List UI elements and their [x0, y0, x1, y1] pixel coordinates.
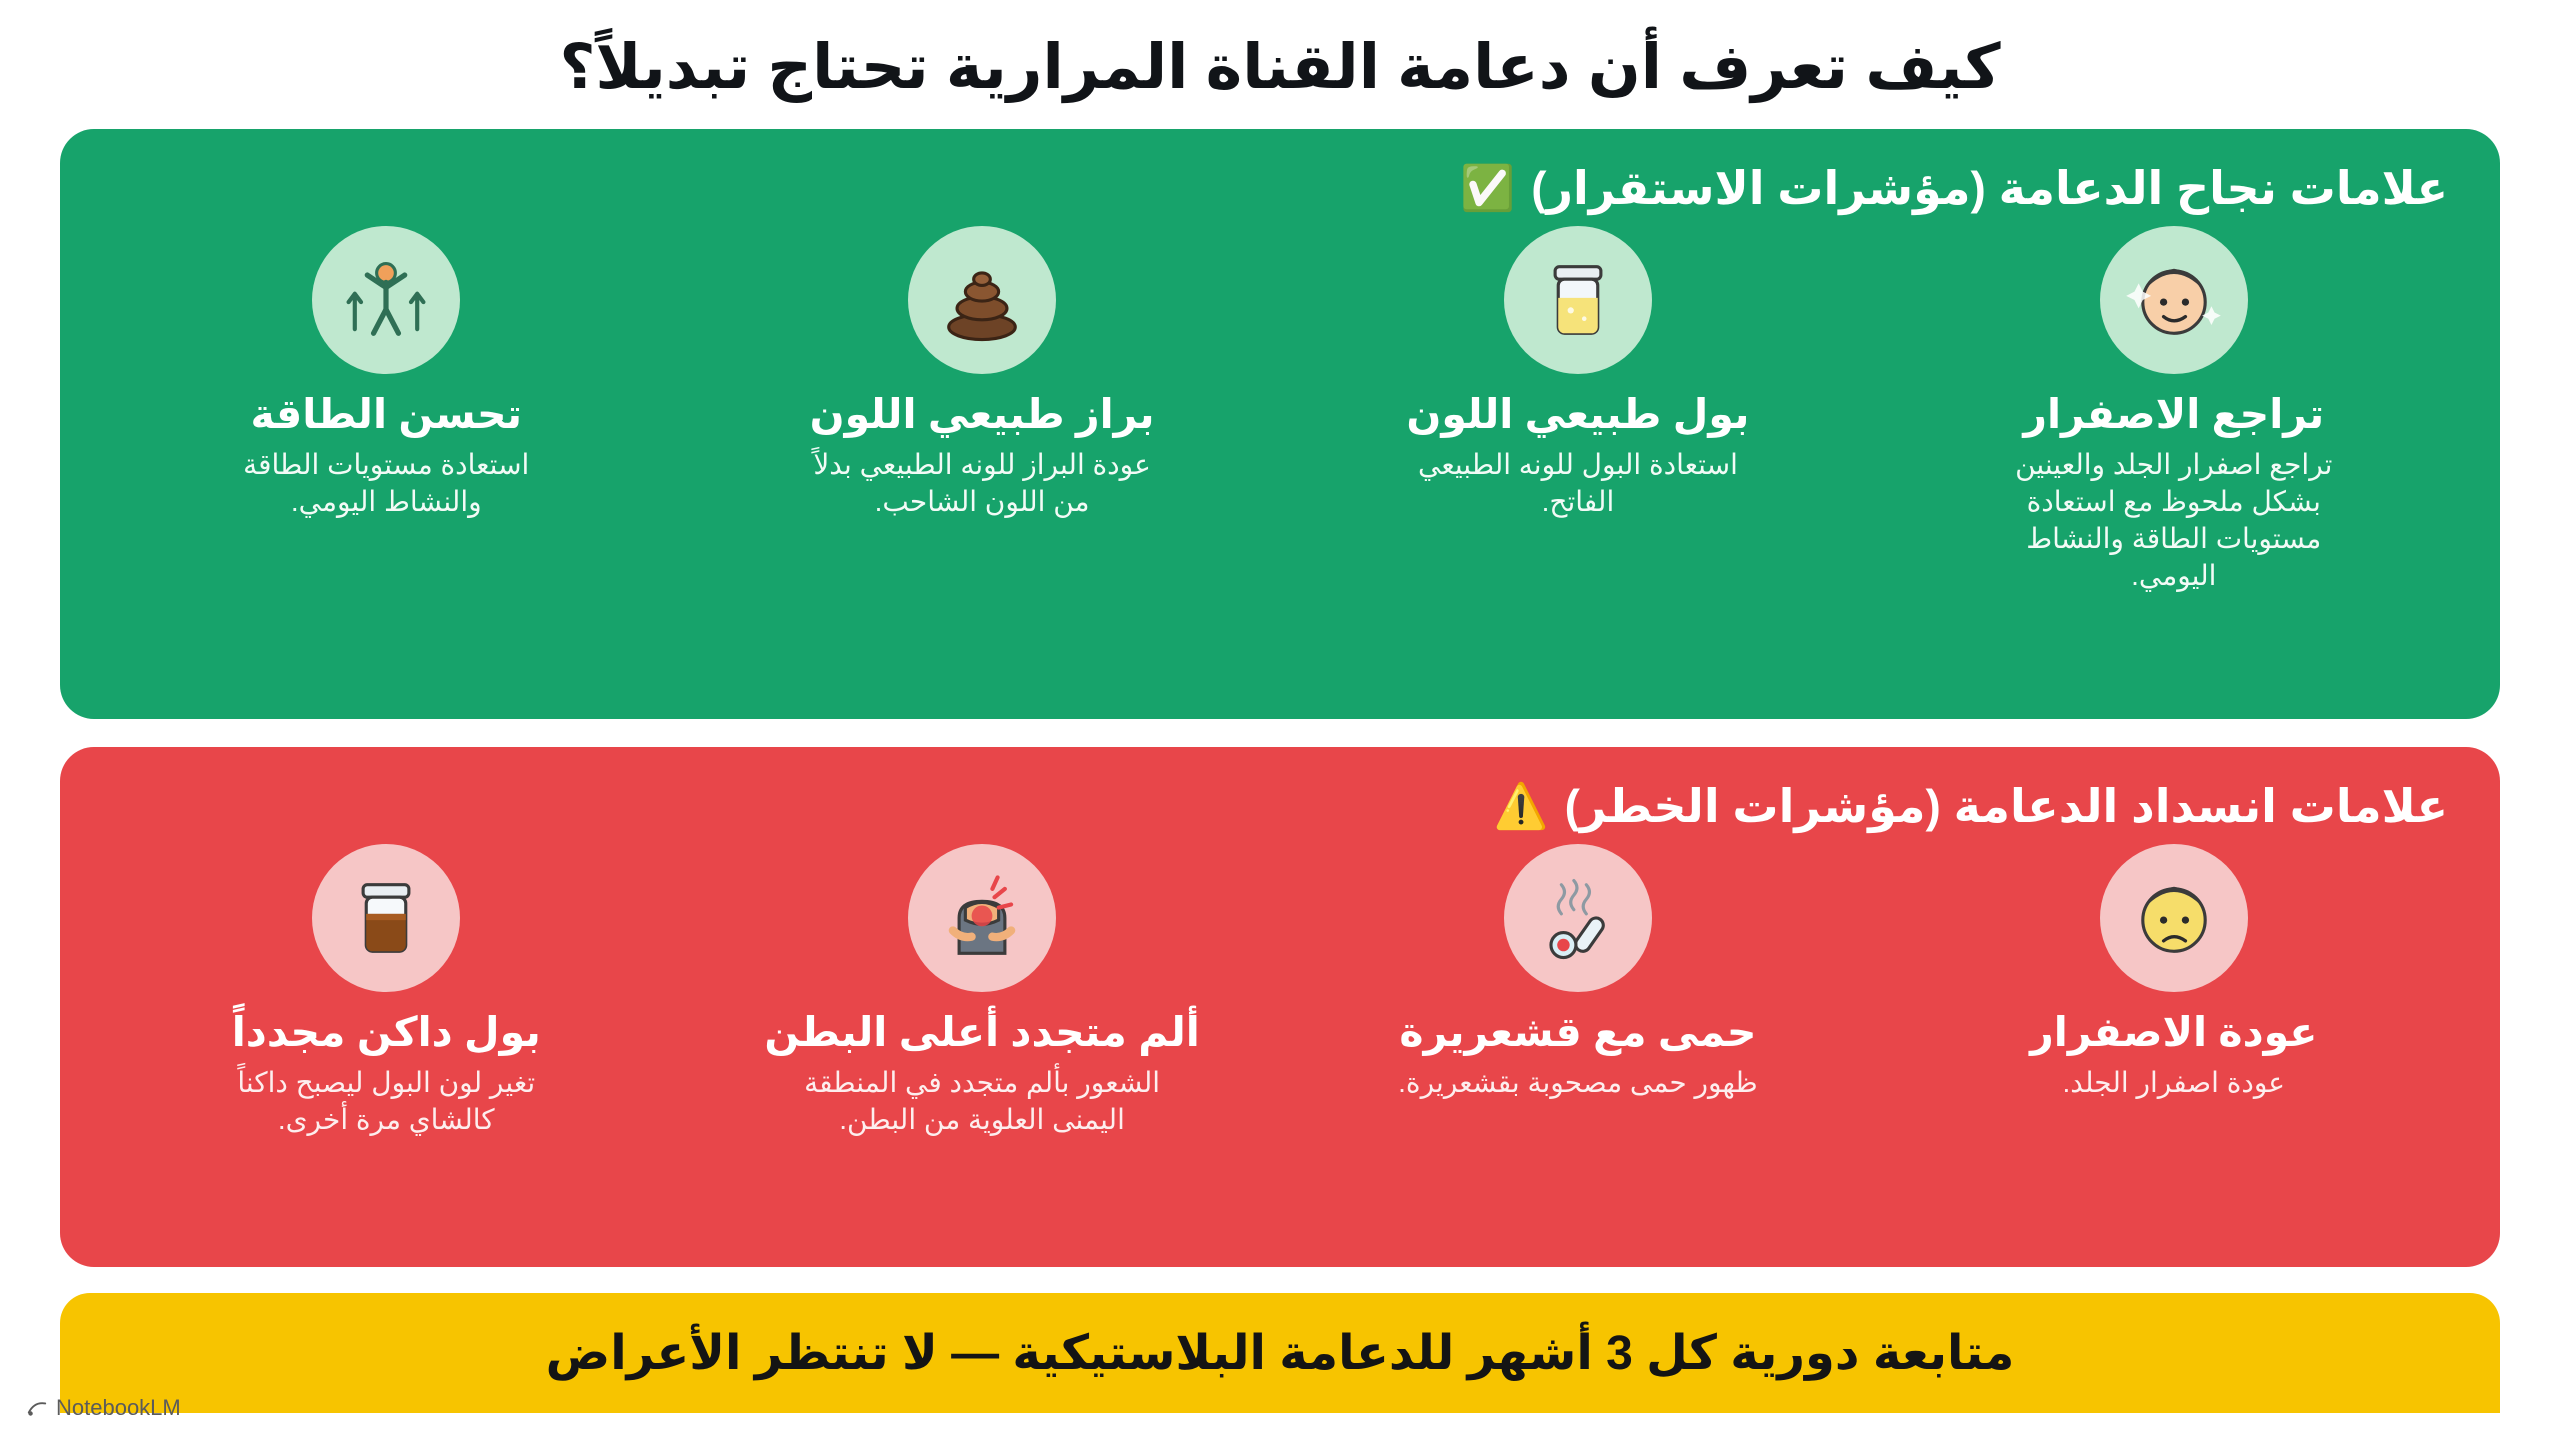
card-desc: استعادة مستويات الطاقة والنشاط اليومي. — [243, 448, 530, 517]
section-blockage-heading — [104, 779, 2448, 834]
success-cards — [104, 226, 2456, 594]
card-title: بول طبيعي اللون — [1406, 391, 1750, 438]
card-title: براز طبيعي اللون — [809, 391, 1155, 438]
card-desc: عودة اصفرار الجلد. — [2062, 1066, 2285, 1098]
check-mark-icon: ✅ — [1460, 163, 1516, 213]
card-energy-improvement — [104, 226, 668, 520]
watermark — [26, 1395, 181, 1421]
section-success-heading — [104, 161, 2448, 216]
card-desc: الشعور بألم متجدد في المنطقة اليمنى العلوية من البطن. — [804, 1066, 1161, 1135]
card-title: بول داكن مجدداً — [231, 1009, 541, 1056]
card-title: تراجع الاصفرار — [2023, 391, 2325, 438]
section-blockage-heading-text: علامات انسداد الدعامة (مؤشرات الخطر) — [1564, 780, 2448, 833]
card-title: تحسن الطاقة — [250, 391, 522, 438]
card-normal-urine — [1296, 226, 1860, 520]
page-title: كيف تعرف أن دعامة القناة المرارية تحتاج تبديلاً؟ — [559, 33, 2001, 102]
jaundice-face-recovering-icon — [2100, 226, 2248, 374]
card-jaundice-recovery — [1892, 226, 2456, 594]
card-jaundice-return — [1892, 844, 2456, 1101]
card-title: حمى مع قشعريرة — [1399, 1009, 1757, 1056]
warning-icon: ⚠️ — [1493, 781, 1549, 831]
card-title: ألم متجدد أعلى البطن — [764, 1009, 1200, 1056]
card-normal-stool — [700, 226, 1264, 520]
section-blockage — [60, 747, 2500, 1267]
section-success — [60, 129, 2500, 719]
card-abdominal-pain — [700, 844, 1264, 1138]
urine-sample-light-icon — [1504, 226, 1652, 374]
footer-text: متابعة دورية كل 3 أشهر للدعامة البلاستيكية — لا تنتظر الأعراض — [545, 1326, 2015, 1380]
card-desc: ظهور حمى مصحوبة بقشعريرة. — [1398, 1066, 1758, 1098]
card-desc: تراجع اصفرار الجلد والعينين بشكل ملحوظ مع استعادة مستويات الطاقة والنشاط اليومي. — [2015, 448, 2333, 591]
notebooklm-logo-icon — [26, 1397, 48, 1419]
blockage-cards — [104, 844, 2456, 1138]
abdominal-pain-icon — [908, 844, 1056, 992]
urine-sample-dark-icon — [312, 844, 460, 992]
footer-banner — [60, 1293, 2500, 1413]
section-success-heading-text: علامات نجاح الدعامة (مؤشرات الاستقرار) — [1531, 162, 2448, 215]
card-desc: تغير لون البول ليصبح داكناً كالشاي مرة أخرى. — [237, 1066, 536, 1135]
card-fever-chills — [1296, 844, 1860, 1101]
energy-person-icon — [312, 226, 460, 374]
card-dark-urine — [104, 844, 668, 1138]
watermark-label: NotebookLM — [56, 1395, 181, 1420]
card-desc: عودة البراز للونه الطبيعي بدلاً من اللون الشاحب. — [813, 448, 1151, 517]
brown-stool-icon — [908, 226, 1056, 374]
thermometer-fever-icon — [1504, 844, 1652, 992]
card-title: عودة الاصفرار — [2030, 1009, 2318, 1056]
card-desc: استعادة البول للونه الطبيعي الفاتح. — [1417, 448, 1738, 517]
sad-jaundice-face-icon — [2100, 844, 2248, 992]
